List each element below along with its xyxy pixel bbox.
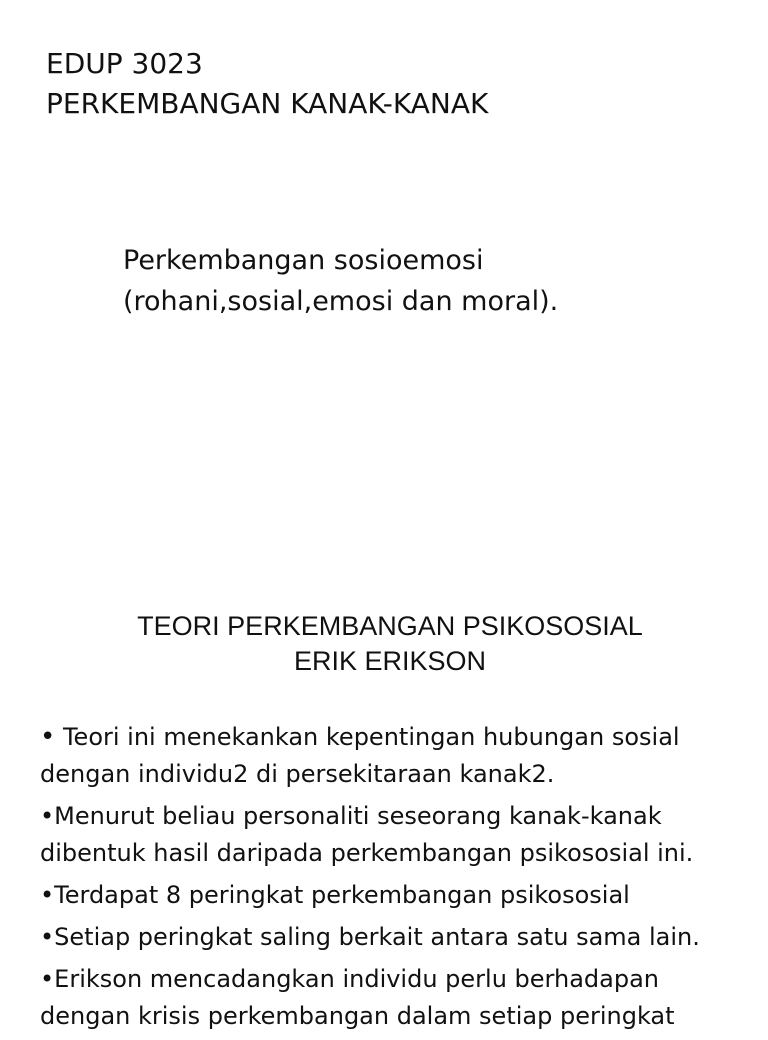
bullet-marker: • bbox=[40, 881, 55, 909]
bullet-marker: • bbox=[40, 722, 56, 752]
bullet-text: Menurut beliau personaliti seseorang kanak-kanak bbox=[54, 802, 662, 830]
bullet-item bbox=[40, 719, 760, 793]
bullet-text: Setiap peringkat saling berkait antara satu sama lain. bbox=[54, 923, 700, 951]
course-code: EDUP 3023 bbox=[46, 47, 203, 80]
topic-line-1: Perkembangan sosioemosi bbox=[123, 245, 484, 276]
topic-line-2: (rohani,sosial,emosi dan moral). bbox=[123, 286, 559, 317]
course-name: PERKEMBANGAN KANAK-KANAK bbox=[46, 87, 489, 120]
bullet-item bbox=[40, 919, 760, 956]
bullet-item bbox=[40, 877, 760, 914]
theory-heading bbox=[0, 609, 768, 679]
bullet-text: Teori ini menekankan kepentingan hubungan sosial bbox=[55, 723, 680, 751]
bullet-text: dengan individu2 di persekitaraan kanak2. bbox=[40, 760, 555, 788]
bullet-marker: • bbox=[40, 802, 55, 830]
bullet-item bbox=[40, 798, 760, 872]
bullet-marker: • bbox=[40, 965, 55, 993]
bullet-text: Erikson mencadangkan individu perlu berhadapan bbox=[54, 965, 660, 993]
bullet-text: Terdapat 8 peringkat perkembangan psikososial bbox=[54, 881, 630, 909]
course-title bbox=[46, 44, 488, 124]
topic-subtitle bbox=[123, 240, 558, 322]
bullet-list bbox=[40, 719, 760, 1040]
bullet-marker: • bbox=[40, 923, 55, 951]
bullet-text: dengan krisis perkembangan dalam setiap peringkat bbox=[40, 1002, 675, 1030]
bullet-text: dibentuk hasil daripada perkembangan psikososial ini. bbox=[40, 839, 694, 867]
theory-heading-line-2: ERIK ERIKSON bbox=[293, 646, 487, 676]
theory-heading-line-1: TEORI PERKEMBANGAN PSIKOSOSIAL bbox=[137, 611, 643, 641]
